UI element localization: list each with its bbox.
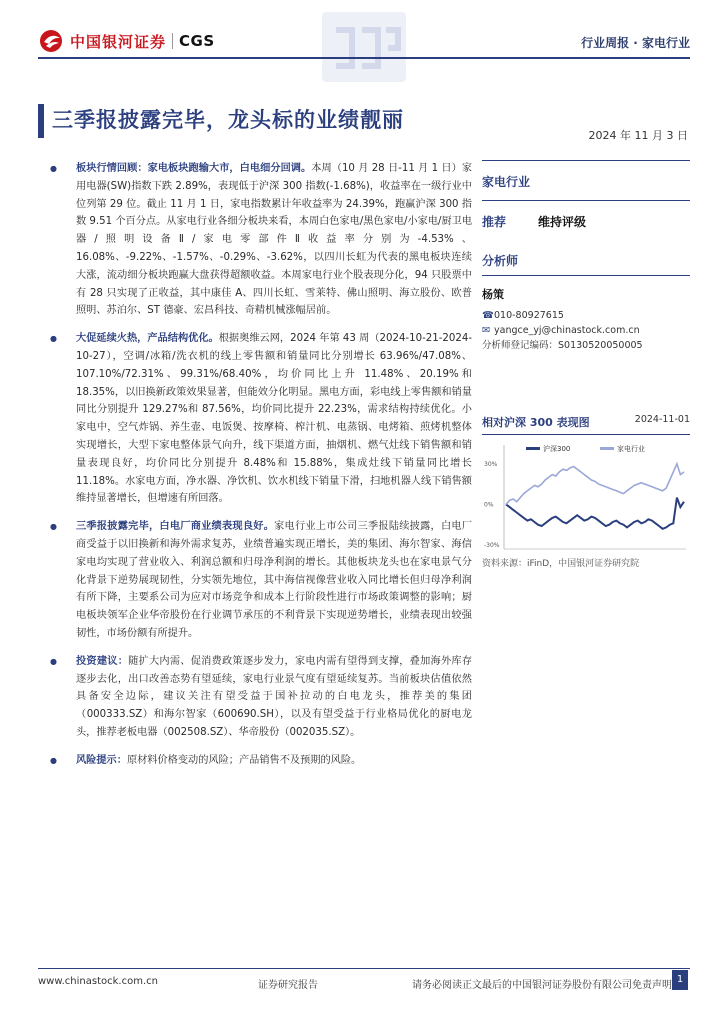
footer-website-link[interactable]: www.chinastock.com.cn xyxy=(38,976,158,987)
bullet-body: 本周（10 月 28 日-11 月 1 日）家用电器(SW)指数下跌 2.89%，表现低于沪深 300 指数(-1.68%)，收益率在一级行业中位列第 29 位。截止 11 月 1 日，家电指数累计年收益率为 24.39%，跑赢沪深 300 指数 9.51 个百分点。从家电行业各细分板块来看，本周白色家电/黑色家电/小家电/厨卫电器/照明设备Ⅱ/家电零部件Ⅱ收益率分别为-4.53%、16.08%、-9.22%、-1.57%、-0.29%、-3.62%，以四川长虹为代表的黑电板块连续大涨，流动细分板块跑赢大盘获得超额收益。本周家电行业个股表现分化，94 只股票中有 28 只实现了正收益，其中康佳 A、四川长虹、雪莱特、佛山照明、海立股份、欧普照明、苏泊尔、ST 德豪、宏昌科技、奇精机械涨幅居前。 xyxy=(76,163,473,317)
footer-doc-type: 证券研究报告 xyxy=(258,980,318,991)
chart-divider xyxy=(482,434,690,435)
analyst-contact xyxy=(482,308,690,353)
email-row xyxy=(482,323,690,338)
main-content xyxy=(44,160,472,770)
chart-plot xyxy=(482,439,690,557)
page-number: 1 xyxy=(672,970,688,990)
legend-swatch-appliance xyxy=(600,447,614,450)
bullet-body: 根据奥维云网，2024 年第 43 周（2024-10-21-2024-10-27），空调/冰箱/洗衣机的线上零售额和销量同比分别增长 63.96%/47.08%、107.10%/72.31%、99.31%/68.40%，均价同比上升 11.48%、20.19%和 18.35%，以旧换新政策效果显著，但能效分化明显。黑电方面，彩电线上零售额和销量同比分别提升 129.27%和 87.56%，均价同比提升 22.23%，需求结构持续优化。小家电中，空气炸锅、养生壶、电饭煲、按摩椅、榨汁机、电蒸锅、电烤箱、煎烤机整体实现增长，大型下家电整体景气向升，线下渠道方面，抽烟机、燃气灶线下销售额和销量表现良好，均价同比分别提升 8.48%和 15.88%，集成灶线下销量同比增长 11.18%。水家电方面，净水器、净饮机、饮水机线下销量下滑，扫地机器人线下销售额维持显著增长，但增速有所回落。 xyxy=(76,333,472,505)
bullet-body: 家电行业上市公司三季报陆续披露，白电厂商受益于以旧换新和海外需求复苏，业绩普遍实现正增长，美的集团、海尔智家、海信家电均实现了营业收入、利润总额和归母净利润的增长。其他板块龙头也在家电景气分化背景下逆势展现韧性，分实领先地位，其中海信视像营业收入同比增长但归母净利润有所下降，主要系公司为应对市场竞争和成本上行阶段性进行市场政策调整的影响；厨电板块领军企业华帝股份在行业调节承压的不利背景下实现逆势增长，业绩表现出较强韧性，市场份额有所提升。 xyxy=(76,521,473,639)
bullet-lead: 大促延续火热，产品结构优化。 xyxy=(76,333,219,345)
chart-series-line-hs300 xyxy=(506,498,684,529)
phone-icon: ☎ xyxy=(482,310,494,321)
chart-y-ticks xyxy=(484,461,500,549)
chart-series xyxy=(506,464,684,529)
report-date: 2024 年 11 月 3 日 xyxy=(588,129,688,142)
chart-y-tick-label: -30% xyxy=(484,542,500,549)
sector-label: 家电行业 xyxy=(482,175,531,189)
legend-label-appliance: 家电行业 xyxy=(617,445,645,453)
chart-header xyxy=(482,414,690,430)
analyst-name: 杨策 xyxy=(482,288,504,301)
sidebar-divider xyxy=(482,200,690,201)
chart-y-tick-label: 30% xyxy=(484,460,498,468)
sidebar xyxy=(482,160,690,353)
brand-separator xyxy=(172,33,173,49)
analyst-header: 分析师 xyxy=(482,254,519,268)
bullet-risk-warning xyxy=(44,752,472,770)
legend-swatch-hs300 xyxy=(526,447,540,450)
rating-row xyxy=(482,213,690,230)
mail-icon: ✉ xyxy=(482,325,490,336)
sidebar-divider xyxy=(482,275,690,276)
title-accent-bar xyxy=(38,104,44,138)
brand-name-en: CGS xyxy=(179,32,215,50)
bullet-lead: 板块行情回顾：家电板块跑输大市，白电细分回调。 xyxy=(76,163,312,174)
bullet-lead: 风险提示： xyxy=(76,754,127,766)
page-header xyxy=(0,0,724,80)
bullet-lead: 三季报披露完毕，白电厂商业绩表现良好。 xyxy=(76,521,275,533)
chart-series-line-appliance xyxy=(506,464,684,505)
brand-name-cn: 中国银河证券 xyxy=(70,32,167,51)
cgs-watermark-graphic xyxy=(318,8,410,88)
bullet-market-review xyxy=(44,160,472,320)
chart-source: 资料来源：iFinD，中国银河证券研究院 xyxy=(482,559,640,569)
sidebar-divider xyxy=(482,160,690,161)
bullet-investment-advice xyxy=(44,653,472,742)
header-divider xyxy=(38,57,690,59)
relative-performance-chart xyxy=(482,414,690,564)
email-address[interactable]: yangce_yj@chinastock.com.cn xyxy=(494,325,640,336)
bullet-lead: 投资建议： xyxy=(76,655,129,667)
phone-row xyxy=(482,308,690,323)
bullet-promotion xyxy=(44,330,472,508)
footer-disclaimer: 请务必阅读正文最后的中国银河证券股份有限公司免责声明 xyxy=(412,980,672,991)
license-row: 分析师登记编码：S0130520050005 xyxy=(482,340,643,351)
brand-logo-icon xyxy=(38,28,66,54)
brand-logo xyxy=(38,28,215,54)
rating-label: 推荐 xyxy=(482,215,507,229)
legend-label-hs300: 沪深300 xyxy=(543,445,571,453)
chart-y-tick-label: 0% xyxy=(484,501,494,509)
report-title: 三季报披露完毕，龙头标的业绩靓丽 xyxy=(52,108,404,132)
phone-number: 010-80927615 xyxy=(494,310,564,321)
rating-value: 维持评级 xyxy=(538,215,587,229)
footer-divider xyxy=(38,968,690,969)
bullet-body: 随扩大内需、促消费政策逐步发力，家电内需有望得到支撑，叠加海外库存逐步去化，出口改善态势有望延续，家电行业景气度有望延续复苏。当前板块估值依然具备安全边际，建议关注有望受益于国补拉动的白电龙头，推荐美的集团（000333.SZ）和海尔智家（600690.SH），以及有望受益于行业格局优化的厨电龙头，推荐老板电器（002508.SZ）、华帝股份（002035.SZ）。 xyxy=(76,655,473,738)
report-type-label: 行业周报 · 家电行业 xyxy=(581,36,690,50)
chart-title: 相对沪深 300 表现图 xyxy=(482,416,590,429)
bullet-body: 原材料价格变动的风险；产品销售不及预期的风险。 xyxy=(126,754,362,766)
bullet-q3-results xyxy=(44,518,472,643)
chart-date: 2024-11-01 xyxy=(634,414,690,425)
chart-legend xyxy=(526,444,645,453)
